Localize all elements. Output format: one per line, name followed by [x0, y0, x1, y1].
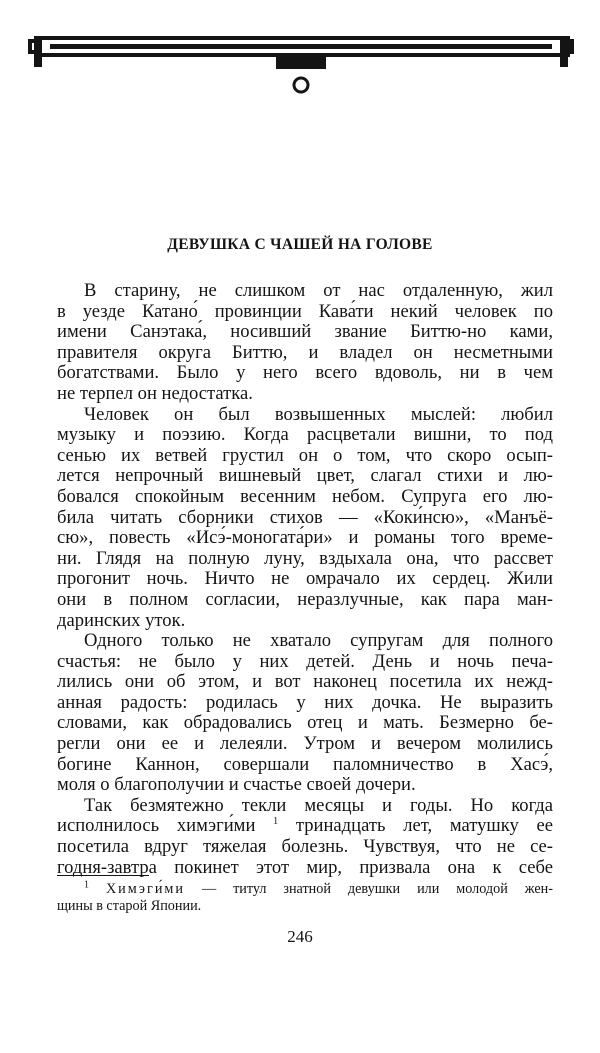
- text-fragment: исполнилось химэги́ми: [57, 815, 256, 837]
- text-line: лется непрочный вишневый цвет, слагал стихи и лю-: [57, 465, 553, 487]
- story-title: ДЕВУШКА С ЧАШЕЙ НА ГОЛОВЕ: [167, 236, 433, 253]
- text-line: годня-завтра покинет этот мир, призвала она к себе: [57, 856, 553, 878]
- text-line: лились они об этом, и вот наконец посетила их нежд-: [57, 671, 553, 693]
- header-ornament: [28, 30, 574, 94]
- text-line: посетила вдруг тяжелая болезнь. Чувствуя, что не се-: [57, 836, 553, 858]
- footnote: [57, 881, 553, 915]
- footnote-term: Химэги́ми: [105, 881, 185, 897]
- text-line: [57, 816, 553, 837]
- text-line: сю», повесть «Исэ́-моногата́ри» и романы того време-: [57, 527, 553, 549]
- footnote-text: — титул знатной девушки или молодой жен-: [201, 881, 553, 897]
- text-fragment: тринадцать лет, матушку ее: [295, 815, 554, 837]
- text-line: словами, как обрадовались отец и мать. Безмерно бе-: [57, 712, 553, 734]
- text-line: они в полном согласии, неразлучные, как пара ман-: [57, 588, 553, 610]
- text-line: прогонит ночь. Ничто не омрачало их сердец. Жили: [57, 568, 553, 590]
- ornament-ring: [294, 78, 308, 92]
- text-line: регли они ее и лелеяли. Утром и вечером молились: [57, 733, 553, 755]
- text-line: анная радость: родилась у них дочка. Не выразить: [57, 691, 553, 713]
- text-line: не терпел он недостатка.: [57, 382, 253, 404]
- text-line: имени Санэтака́, носивший звание Биттю-но ками,: [57, 321, 553, 343]
- text-line: ни. Глядя на полную луну, вздыхала она, что рассвет: [57, 547, 553, 569]
- footnote-line: щины в старой Японии.: [57, 898, 202, 914]
- text-line: Человек он был возвышенных мыслей: любил: [84, 403, 553, 425]
- footnote-divider: [57, 875, 149, 876]
- text-line: в уезде Катано́ провинции Кава́ти некий человек по: [57, 300, 553, 322]
- text-line: моля о благополучии и счастье своей дочери.: [57, 774, 416, 796]
- footnote-mark: 1: [84, 879, 89, 891]
- text-line: сенью их ветвей грустил он о том, что скоро осып-: [57, 444, 553, 466]
- footnote-line: [57, 881, 553, 898]
- text-line: В старину, не слишком от нас отдаленную, жил: [84, 280, 553, 301]
- text-line: музыку и поэзию. Когда расцветали вишни, то под: [57, 424, 553, 446]
- text-line: даринских уток.: [57, 609, 186, 631]
- text-line: правителя округа Биттю, и владел он несметными: [57, 341, 553, 363]
- text-line: счастья: не было у них детей. День и ночь печа-: [57, 650, 553, 672]
- text-line: богине Каннон, совершали паломничество в Хасэ́,: [57, 753, 553, 775]
- story-body: [57, 281, 553, 878]
- footnote-reference[interactable]: 1: [273, 816, 279, 828]
- text-line: бовался спокойным весенним небом. Супруга его лю-: [57, 485, 553, 507]
- page-number: 246: [287, 927, 313, 946]
- text-line: богатствами. Было у него всего вдоволь, ни в чем: [57, 362, 553, 384]
- text-line: Одного только не хватало супругам для полного: [84, 630, 553, 652]
- text-line: Так безмятежно текли месяцы и годы. Но когда: [84, 794, 553, 816]
- text-line: била читать сборники стихов — «Коки́нсю», «Манъё-: [57, 506, 553, 528]
